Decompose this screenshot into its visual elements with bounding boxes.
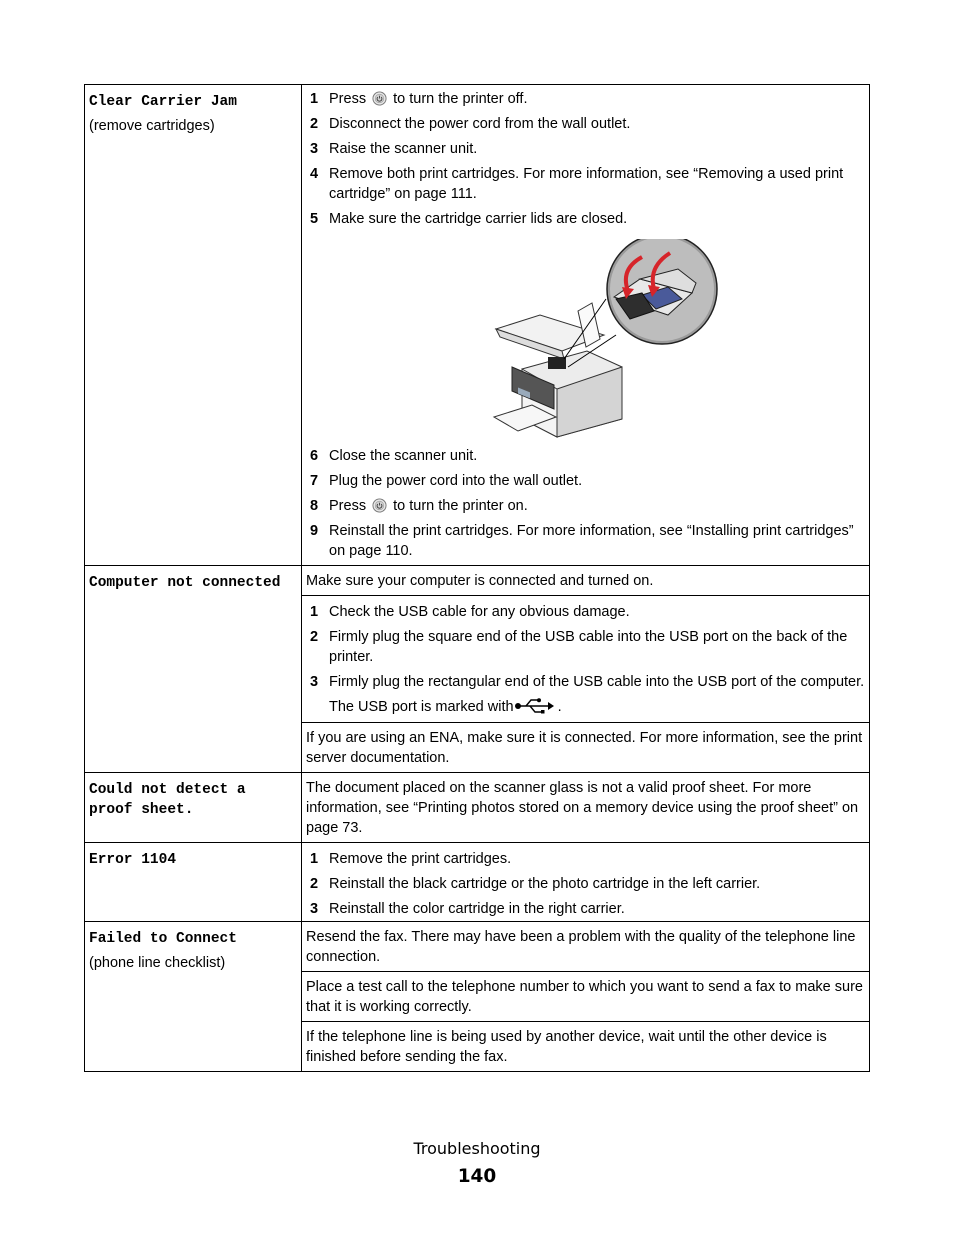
- step-item: 2 Disconnect the power cord from the wall outlet.: [310, 116, 631, 133]
- table-row: [85, 566, 870, 596]
- table-row: [85, 922, 870, 972]
- step-item: 6 Close the scanner unit.: [310, 447, 478, 464]
- error-subtitle: (remove cartridges): [89, 118, 215, 134]
- solution-cell: The document placed on the scanner glass is not a valid proof sheet. For more information, see “Printing photos stored on a memory device using the proof sheet” on page 73.: [302, 772, 870, 842]
- solution-cell: If you are using an ENA, make sure it is connected. For more information, see the print server documentation.: [302, 722, 870, 772]
- solution-cell: [302, 596, 870, 722]
- table-row: [85, 85, 870, 566]
- solution-cell: [302, 842, 870, 922]
- error-message: Computer not connected: [89, 575, 281, 592]
- footer-section-title: Troubleshooting: [413, 1139, 541, 1158]
- step-item: 1 Check the USB cable for any obvious damage.: [310, 604, 630, 621]
- step-item: 3 Firmly plug the rectangular end of the USB cable into the USB port of the computer.: [310, 673, 865, 690]
- step-item: 7 Plug the power cord into the wall outlet.: [310, 473, 583, 490]
- step-item: 1 Remove the print cartridges.: [310, 850, 512, 867]
- step-item: 3 Reinstall the color cartridge in the right carrier.: [310, 900, 625, 917]
- table-row: [85, 772, 870, 842]
- solution-cell: [302, 85, 870, 566]
- step-item: 2 Reinstall the black cartridge or the photo cartridge in the left carrier.: [310, 875, 761, 892]
- message-cell: [85, 842, 302, 922]
- printer-illustration: [306, 235, 865, 447]
- step-list: [306, 90, 865, 229]
- step-item: 9 Reinstall the print cartridges. For more information, see “Installing print cartridges” on page 110.: [310, 523, 854, 559]
- power-button-icon: [372, 91, 387, 106]
- step-item: 5 Make sure the cartridge carrier lids are closed.: [310, 210, 628, 227]
- error-message: Error 1104: [89, 851, 177, 868]
- message-cell: [85, 85, 302, 566]
- solution-cell: Make sure your computer is connected and turned on.: [302, 566, 870, 596]
- solution-cell: Place a test call to the telephone number to which you want to send a fax to make sure that it is working correctly.: [302, 972, 870, 1022]
- solution-cell: Resend the fax. There may have been a problem with the quality of the telephone line connection.: [302, 922, 870, 972]
- step-item: 1 Press to turn the printer off.: [310, 91, 528, 107]
- message-cell: [85, 922, 302, 1072]
- error-message: Clear Carrier Jam: [89, 94, 237, 110]
- usb-symbol-icon: [514, 698, 554, 714]
- step-item: 8 Press to turn the printer on.: [310, 498, 528, 515]
- usb-note: The USB port is marked with .: [329, 699, 562, 716]
- step-item: 3 Raise the scanner unit.: [310, 141, 478, 158]
- step-item: 4 Remove both print cartridges. For more information, see “Removing a used print cartridge” on page 111.: [310, 166, 844, 202]
- step-list: [306, 603, 865, 692]
- page-number: 140: [457, 1166, 497, 1187]
- error-message-table: [84, 84, 870, 1072]
- solution-cell: If the telephone line is being used by another device, wait until the other device is finished before sending the fax.: [302, 1022, 870, 1072]
- printer-cartridge-figure: [492, 239, 732, 445]
- power-button-icon: [372, 498, 387, 513]
- message-cell: [85, 566, 302, 772]
- error-subtitle: (phone line checklist): [89, 955, 226, 972]
- step-list: [306, 850, 865, 920]
- step-item: 2 Firmly plug the square end of the USB cable into the USB port on the back of the printer.: [310, 629, 848, 665]
- error-message: Failed to Connect: [89, 931, 237, 948]
- error-message: Could not detect a proof sheet.: [89, 781, 246, 818]
- step-list: [306, 447, 865, 561]
- table-row: [85, 842, 870, 922]
- message-cell: [85, 772, 302, 842]
